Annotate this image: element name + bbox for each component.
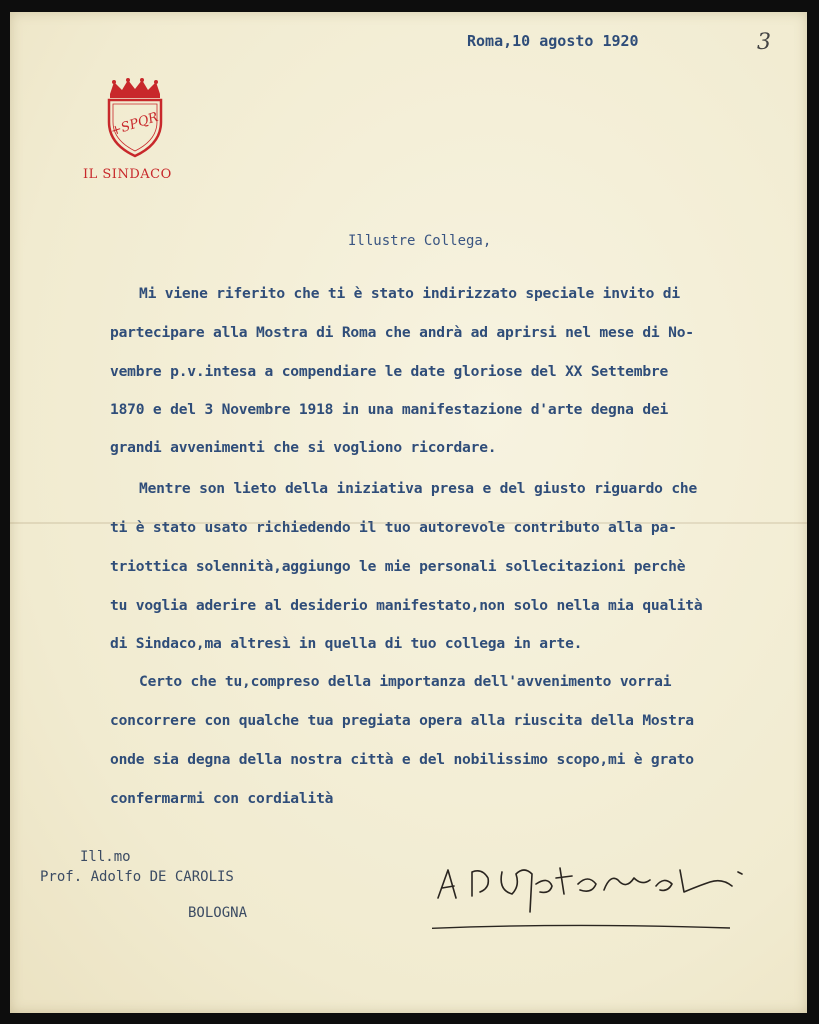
addressee-name: Prof. Adolfo DE CAROLIS — [40, 869, 234, 885]
addressee-city: BOLOGNA — [188, 905, 248, 921]
body-line: vembre p.v.intesa a compendiare le date gloriose del XX Settembre — [110, 363, 669, 380]
spqr-crest-icon — [104, 78, 166, 158]
body-line: onde sia degna della nostra città e del nobilissimo scopo,mi è grato — [110, 751, 694, 768]
office-title: IL SINDACO — [83, 167, 172, 182]
page-number: 3 — [757, 30, 771, 55]
paper-fold-line — [10, 522, 807, 524]
body-line: grandi avvenimenti che si vogliono ricordare. — [110, 439, 497, 456]
body-line: triottica solennità,aggiungo le mie personali sollecitazioni perchè — [110, 558, 686, 575]
body-line: 1870 e del 3 Novembre 1918 in una manifestazione d'arte degna dei — [110, 401, 669, 418]
body-line: Certo che tu,compreso della importanza dell'avvenimento vorrai — [139, 673, 672, 690]
body-line: ti è stato usato richiedendo il tuo autorevole contributo alla pa- — [110, 519, 677, 536]
letter-date: Roma,10 agosto 1920 — [467, 32, 639, 50]
body-line: Mi viene riferito che ti è stato indirizzato speciale invito di — [139, 285, 680, 302]
body-line: Mentre son lieto della iniziativa presa e del giusto riguardo che — [139, 480, 698, 497]
body-line: confermarmi con cordialità — [110, 790, 334, 807]
body-line: concorrere con qualche tua pregiata opera alla riuscita della Mostra — [110, 712, 694, 729]
letter-salutation: Illustre Collega, — [348, 233, 492, 249]
body-line: tu voglia aderire al desiderio manifestato,non solo nella mia qualità — [110, 597, 703, 614]
handwritten-signature — [432, 856, 772, 936]
svg-text:+SPQR: +SPQR — [108, 109, 161, 140]
letter-page — [10, 12, 807, 1013]
body-line: di Sindaco,ma altresì in quella di tuo collega in arte. — [110, 635, 583, 652]
body-line: partecipare alla Mostra di Roma che andrà ad aprirsi nel mese di No- — [110, 324, 694, 341]
addressee-honorific: Ill.mo — [80, 849, 131, 865]
